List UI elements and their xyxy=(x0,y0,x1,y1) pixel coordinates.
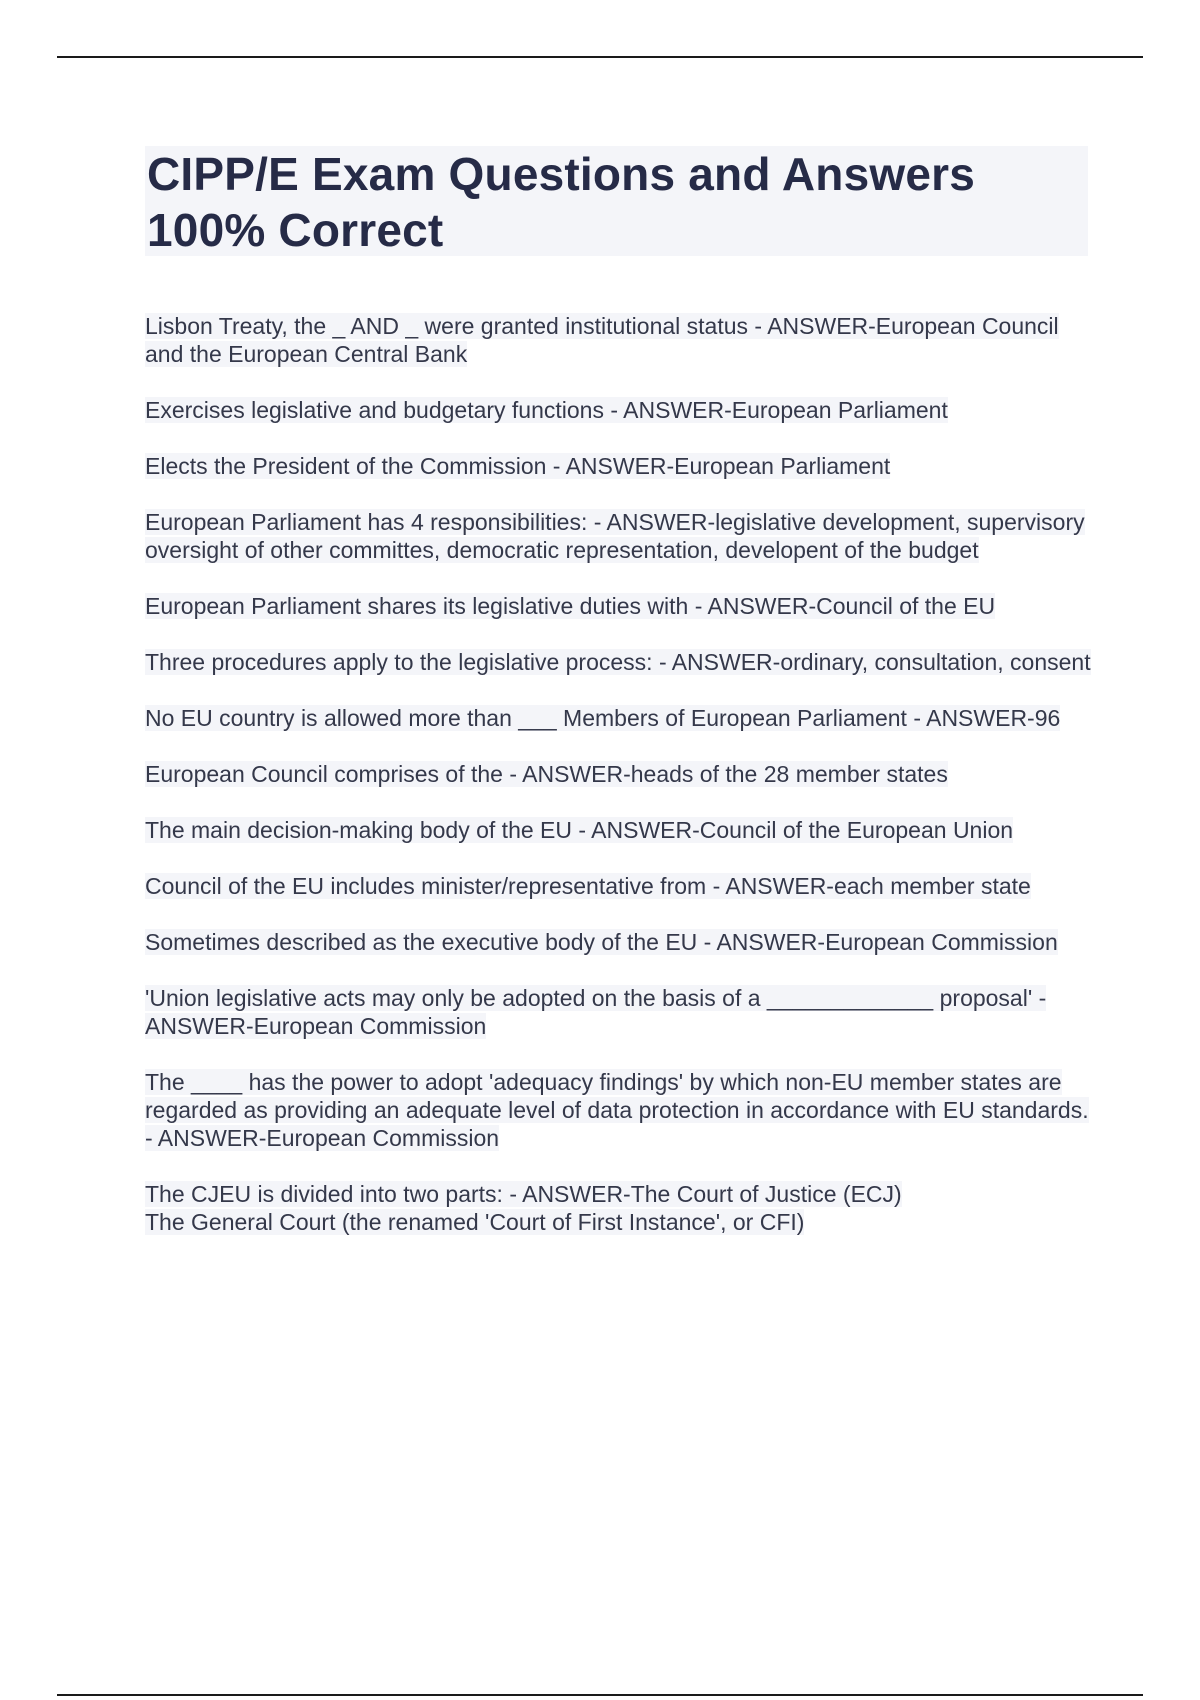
qa-list xyxy=(145,312,1095,1264)
qa-item: European Parliament has 4 responsibilities: - ANSWER-legislative development, supervisory oversight of other committes, democratic representation, developent of the budget xyxy=(145,509,1085,563)
qa-item: Council of the EU includes minister/representative from - ANSWER-each member state xyxy=(145,873,1031,899)
qa-item: No EU country is allowed more than ___ Members of European Parliament - ANSWER-96 xyxy=(145,705,1061,731)
qa-item: The main decision-making body of the EU - ANSWER-Council of the European Union xyxy=(145,817,1014,843)
bottom-rule xyxy=(57,1694,1143,1696)
top-rule xyxy=(57,56,1143,58)
document-title: CIPP/E Exam Questions and Answers 100% Correct xyxy=(147,148,976,256)
qa-item: European Council comprises of the - ANSWER-heads of the 28 member states xyxy=(145,761,948,787)
qa-item: 'Union legislative acts may only be adopted on the basis of a _____________ proposal' - ANSWER-European Commission xyxy=(145,985,1047,1039)
qa-item: The ____ has the power to adopt 'adequacy findings' by which non-EU member states are regarded as providing an adequate level of data protection in accordance with EU standards. - ANSWER-European Commission xyxy=(145,1069,1089,1151)
qa-item-cjeu xyxy=(145,1180,1095,1236)
title-block xyxy=(145,146,1088,256)
qa-item: Elects the President of the Commission - ANSWER-European Parliament xyxy=(145,453,891,479)
qa-item: Sometimes described as the executive body of the EU - ANSWER-European Commission xyxy=(145,929,1058,955)
qa-item-line: The General Court (the renamed 'Court of First Instance', or CFI) xyxy=(145,1209,805,1235)
qa-item-line: The CJEU is divided into two parts: - ANSWER-The Court of Justice (ECJ) xyxy=(145,1181,902,1207)
qa-item: European Parliament shares its legislative duties with - ANSWER-Council of the EU xyxy=(145,593,996,619)
qa-item: Lisbon Treaty, the _ AND _ were granted institutional status - ANSWER-European Council and the European Central Bank xyxy=(145,313,1059,367)
qa-item: Three procedures apply to the legislative process: - ANSWER-ordinary, consultation, consent xyxy=(145,649,1091,675)
qa-item: Exercises legislative and budgetary functions - ANSWER-European Parliament xyxy=(145,397,948,423)
